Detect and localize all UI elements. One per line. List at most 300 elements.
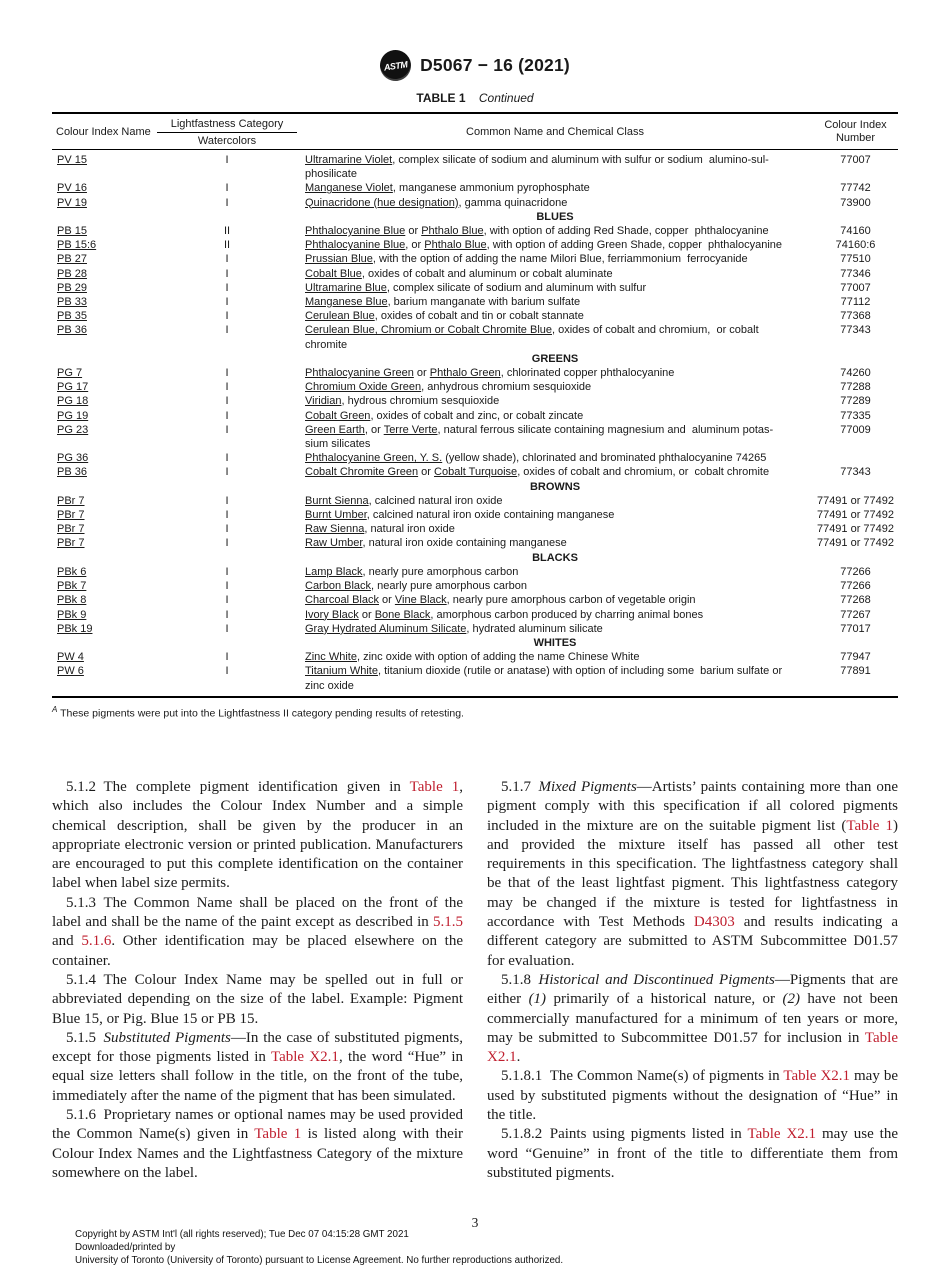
text-segment: or: [358, 608, 375, 621]
footer-line-3: University of Toronto (University of Toronto) pursuant to License Agreement. No further reproductions authorized.: [75, 1255, 564, 1266]
ci-name-cell: [52, 224, 157, 238]
common-name-cell: [297, 465, 813, 479]
lightfastness-cell: I: [225, 651, 229, 664]
text-segment: 5.1.8.1 The Common Name(s) of pigments in: [501, 1068, 784, 1085]
text-segment: , oxides of cobalt and aluminum or cobalt aluminate: [361, 267, 613, 280]
ci-name-link[interactable]: PV 19: [57, 196, 87, 209]
ci-number-cell: 77288: [840, 381, 871, 394]
lightfastness-cell: I: [225, 182, 229, 195]
reference-link[interactable]: D4303: [693, 914, 735, 931]
lightfastness-cell: I: [225, 267, 229, 280]
pigment-name-link[interactable]: Burnt Umber: [305, 509, 367, 522]
footnote-text: These pigments were put into the Lightfastness II category pending results of retesting.: [60, 707, 464, 720]
ci-number-cell: 77368: [840, 310, 871, 323]
ci-number-cell: 77289: [840, 395, 871, 408]
reference-link[interactable]: Table X2.1: [783, 1068, 851, 1085]
col-header-lightfastness: [157, 114, 297, 149]
ci-number-cell: 77947: [840, 651, 871, 664]
ci-name-cell: [52, 409, 157, 423]
ci-name-cell: [52, 423, 157, 451]
text-segment: chromite: [305, 338, 348, 351]
pigment-name-link[interactable]: Phthalocyanine Blue: [305, 239, 406, 252]
reference-link[interactable]: Table 1: [846, 817, 893, 834]
common-name-cell: [297, 536, 813, 550]
pigment-name-link[interactable]: Cerulean Blue, Chromium or Cobalt Chromite Blue: [305, 324, 552, 337]
section-row: [52, 352, 898, 366]
table-header-row: [52, 112, 898, 150]
text-segment: 5.1.2 The complete pigment identification given in: [66, 779, 410, 795]
ci-number-cell: 77491 or 77492: [816, 509, 895, 522]
ci-name-link[interactable]: PBk 8: [57, 594, 87, 607]
pigment-name-link[interactable]: Phthalo Green: [429, 367, 501, 380]
ci-name-cell: [52, 593, 157, 607]
table-row: [52, 394, 898, 408]
text-segment: 5.1.5: [66, 1029, 104, 1046]
pigment-name-link[interactable]: Phthalocyanine Green: [305, 367, 414, 380]
reference-link[interactable]: 5.1.6: [81, 933, 112, 950]
pigment-name-link[interactable]: Cobalt Chromite Green: [305, 466, 419, 479]
ci-name-cell: [52, 565, 157, 579]
table-row: [52, 565, 898, 579]
text-segment: , calcined natural iron oxide: [368, 494, 503, 507]
lightfastness-cell: I: [225, 494, 229, 507]
common-name-cell: [297, 181, 813, 195]
ci-name-link[interactable]: PG 7: [57, 367, 83, 380]
pigment-name-link[interactable]: Phthalo Blue: [421, 225, 484, 238]
italic-text: Substituted Pigments: [103, 1029, 231, 1046]
pigment-name-link[interactable]: Raw Umber: [305, 537, 363, 550]
pigment-name-link[interactable]: Ultramarine Blue: [305, 281, 387, 294]
ci-name-cell: [52, 267, 157, 281]
pigment-name-link[interactable]: Charcoal Black: [305, 594, 379, 607]
reference-link[interactable]: Table X2.1: [747, 1126, 817, 1143]
pigment-name-link[interactable]: Phthalocyanine Blue: [305, 225, 406, 238]
pigment-name-link[interactable]: Titanium White: [305, 665, 378, 678]
ci-name-cell: [52, 465, 157, 479]
lightfastness-cell: I: [225, 395, 229, 408]
ci-name-cell: [52, 536, 157, 550]
pigment-name-link[interactable]: Manganese Blue: [305, 296, 388, 309]
table-row: [52, 323, 898, 351]
table-row: [52, 224, 898, 238]
text-segment: , which also includes the Colour Index Number and a simple chemical description, shall be given by the producer in an appropriate electronic version or printed publication. Manufacturers are encouraged to put this complete identification on the container label when label size permits.: [52, 779, 463, 892]
lightfastness-cell: I: [225, 608, 229, 621]
document-code: D5067 − 16 (2021): [420, 55, 570, 75]
paragraph: [487, 1067, 898, 1125]
ci-number-cell: 77891: [840, 665, 871, 678]
ci-number-cell: 77112: [840, 296, 871, 309]
lightfastness-cell: I: [225, 281, 229, 294]
ci-name-cell: [52, 252, 157, 266]
ci-name-cell: [52, 309, 157, 323]
lightfastness-cell: I: [225, 423, 229, 436]
section-label: GREENS: [531, 352, 579, 365]
text-segment: , hydrous chromium sesquioxide: [341, 395, 500, 408]
common-name-cell: [297, 664, 813, 692]
ci-number-cell: 74260: [840, 367, 871, 380]
ci-number-cell: 77335: [840, 409, 871, 422]
section-label: BLUES: [536, 210, 574, 223]
text-segment: or: [405, 225, 422, 238]
reference-link[interactable]: Table 1: [254, 1126, 302, 1143]
text-segment: (yellow shade), chlorinated and brominated phthalocyanine 74265: [442, 452, 767, 465]
text-segment: phosilicate: [305, 168, 357, 181]
lightfastness-cell: I: [225, 154, 229, 166]
common-name-cell: [297, 579, 813, 593]
ci-name-cell: [52, 608, 157, 622]
ci-name-link[interactable]: PG 36: [57, 452, 89, 465]
paragraph: [52, 1106, 463, 1183]
ci-name-cell: [52, 622, 157, 636]
text-segment: —Artists’ paints containing more than one pigment comply with this specification if all colored pigments included in the mixture are on the suitable pigment list (: [487, 779, 898, 834]
col-header-watercolors: Watercolors: [197, 134, 257, 147]
table-row: [52, 608, 898, 622]
ci-name-link[interactable]: PBk 19: [57, 622, 93, 635]
common-name-cell: [297, 650, 813, 664]
text-segment: , the word “Hue” in equal size letters shall follow in the title, on the front of the tube, immediately after the name of the pigment that has been simulated.: [52, 1049, 463, 1104]
ci-name-link[interactable]: PB 15: [57, 225, 87, 238]
text-segment: and results indicating a different category are submitted to ASTM Subcommittee D01.57 for evaluation.: [487, 914, 898, 969]
ci-name-cell: [52, 522, 157, 536]
ci-number-cell: 77017: [840, 622, 871, 635]
pigment-name-link[interactable]: Phthalo Blue: [424, 239, 487, 252]
ci-name-link[interactable]: PBr 7: [57, 537, 85, 550]
text-segment: may use the word “Genuine” in front of the title to differentiate them from substituted pigments.: [487, 1126, 898, 1181]
table-row: [52, 153, 898, 181]
ci-name-link[interactable]: PBr 7: [57, 494, 85, 507]
ci-number-cell: 77009: [840, 423, 871, 436]
footnote-marker: A: [52, 704, 58, 714]
reference-link[interactable]: Table X2.1: [270, 1049, 339, 1066]
table-row: [52, 579, 898, 593]
text-segment: 5.1.8.2 Paints using pigments listed in: [501, 1126, 748, 1143]
table-caption: [0, 91, 950, 105]
common-name-cell: [297, 394, 813, 408]
ci-number-cell: 77491 or 77492: [816, 537, 895, 550]
pigment-name-link[interactable]: Lamp Black: [305, 565, 363, 578]
common-name-cell: [297, 295, 813, 309]
text-segment: 5.1.8: [501, 971, 539, 988]
pigment-name-link[interactable]: Gray Hydrated Aluminum Silicate: [305, 622, 467, 635]
lightfastness-cell: II: [223, 225, 231, 238]
col-header-common-name: Common Name and Chemical Class: [466, 125, 644, 138]
ci-number-cell: 77742: [840, 182, 871, 195]
table-row: [52, 650, 898, 664]
pigment-name-link[interactable]: Cobalt Green: [305, 409, 371, 422]
body-column-left: [52, 778, 463, 1183]
ci-name-cell: [52, 238, 157, 252]
text-segment: —In the case of substituted pigments, except for those pigments listed in: [52, 1029, 463, 1066]
footer-copyright: [75, 1228, 563, 1267]
ci-name-link[interactable]: PB 35: [57, 310, 87, 323]
table-row: [52, 252, 898, 266]
text-segment: , complex silicate of sodium and aluminum with sulfur or sodium alumino-sul-: [392, 154, 769, 166]
ci-name-link[interactable]: PBr 7: [57, 523, 85, 536]
text-segment: sium silicates: [305, 438, 371, 451]
common-name-cell: [297, 423, 813, 451]
common-name-cell: [297, 593, 813, 607]
text-segment: and: [52, 933, 82, 950]
table-row: [52, 536, 898, 550]
ci-name-cell: [52, 153, 157, 181]
text-segment: , oxides of cobalt and chromium, or cobalt: [552, 324, 759, 337]
table-row: [52, 181, 898, 195]
lightfastness-cell: II: [223, 239, 231, 252]
text-segment: , amorphous carbon produced by charring animal bones: [430, 608, 704, 621]
section-row: [52, 551, 898, 565]
footer-line-1: Copyright by ASTM Int'l (all rights reserved); Tue Dec 07 04:15:28 GMT 2021: [75, 1229, 409, 1240]
lightfastness-cell: I: [225, 381, 229, 394]
text-segment: or: [378, 594, 395, 607]
table-row: [52, 465, 898, 479]
paragraph: [52, 1029, 463, 1106]
table-row: [52, 593, 898, 607]
table-row: [52, 508, 898, 522]
table-row: [52, 238, 898, 252]
common-name-cell: [297, 224, 813, 238]
ci-name-link[interactable]: PB 15:6: [57, 239, 97, 252]
ci-name-link[interactable]: PV 15: [57, 154, 87, 166]
text-segment: , with the option of adding the name Milori Blue, ferriammonium ferrocyanide: [372, 253, 748, 266]
table-row: [52, 522, 898, 536]
ci-number-cell: 77266: [840, 565, 871, 578]
paragraph: [487, 971, 898, 1067]
ci-name-cell: [52, 664, 157, 692]
text-segment: , nearly pure amorphous carbon of vegetable origin: [446, 594, 696, 607]
col-header-colour-index-number: Colour Index Number: [824, 118, 887, 144]
table-row: [52, 380, 898, 394]
lightfastness-cell: I: [225, 409, 229, 422]
ci-number-cell: 77007: [840, 281, 871, 294]
ci-name-cell: [52, 494, 157, 508]
common-name-cell: [297, 153, 813, 181]
common-name-cell: [297, 196, 813, 210]
common-name-cell: [297, 323, 813, 351]
ci-number-cell: 77510: [840, 253, 871, 266]
ci-name-link[interactable]: PG 19: [57, 409, 89, 422]
lightfastness-cell: I: [225, 452, 229, 465]
italic-text: (2): [782, 991, 800, 1008]
text-segment: , gamma quinacridone: [458, 196, 568, 209]
table-row: [52, 366, 898, 380]
table-row: [52, 196, 898, 210]
italic-text: (1): [528, 991, 547, 1008]
pigment-name-link[interactable]: Carbon Black: [305, 580, 372, 593]
pigment-name-link[interactable]: Zinc White: [305, 651, 357, 664]
text-segment: , nearly pure amorphous carbon: [362, 565, 519, 578]
ci-number-cell: 77346: [840, 267, 871, 280]
lightfastness-cell: I: [225, 594, 229, 607]
common-name-cell: [297, 309, 813, 323]
text-segment: , calcined natural iron oxide containing manganese: [366, 509, 615, 522]
col-header-colour-index-name: Colour Index Name: [56, 125, 151, 138]
ci-name-link[interactable]: PB 36: [57, 324, 87, 337]
ci-name-link[interactable]: PBk 9: [57, 608, 87, 621]
text-segment: , natural iron oxide: [364, 523, 455, 536]
text-segment: , with option of adding Red Shade, copper phthalocyanine: [483, 225, 769, 238]
pigment-name-link[interactable]: Cerulean Blue: [305, 310, 375, 323]
col-header-lightfastness-category: Lightfastness Category: [157, 117, 297, 133]
pigment-name-link[interactable]: Bone Black: [374, 608, 431, 621]
text-segment: , chlorinated copper phthalocyanine: [500, 367, 675, 380]
pigment-name-link[interactable]: Cobalt Turquoise: [434, 466, 518, 479]
paragraph: [52, 778, 463, 894]
text-segment: zinc oxide: [305, 679, 354, 692]
pigment-name-link[interactable]: Manganese Violet: [305, 182, 393, 195]
text-segment: , oxides of cobalt and tin or cobalt stannate: [374, 310, 584, 323]
section-label: WHITES: [533, 636, 577, 649]
pigment-name-link[interactable]: Chromium Oxide Green: [305, 381, 422, 394]
text-segment: , nearly pure amorphous carbon: [371, 580, 527, 593]
pigment-name-link[interactable]: Raw Sienna: [305, 523, 365, 536]
common-name-cell: [297, 451, 813, 465]
text-segment: primarily of a historical nature, or: [546, 991, 783, 1008]
ci-number-cell: 77343: [840, 324, 871, 337]
text-segment: 5.1.3 The Common Name shall be placed on the front of the label and shall be the name of the paint except as described in: [52, 894, 463, 931]
text-segment: , barium manganate with barium sulfate: [387, 296, 581, 309]
text-segment: , oxides of cobalt and zinc, or cobalt zincate: [370, 409, 584, 422]
ci-name-cell: [52, 196, 157, 210]
common-name-cell: [297, 281, 813, 295]
ci-name-link[interactable]: PV 16: [57, 182, 87, 195]
lightfastness-cell: I: [225, 665, 229, 678]
footer-line-2: Downloaded/printed by: [75, 1242, 176, 1253]
ci-name-cell: [52, 181, 157, 195]
ci-name-link[interactable]: PG 17: [57, 381, 89, 394]
table-footnote: [52, 705, 898, 720]
ci-name-cell: [52, 295, 157, 309]
ci-name-link[interactable]: PB 29: [57, 281, 87, 294]
lightfastness-cell: I: [225, 196, 229, 209]
table-label: TABLE 1: [416, 91, 466, 105]
text-segment: 5.1.6 Proprietary names or optional names may be used provided the Common Name(s) given in: [52, 1107, 463, 1143]
common-name-cell: [297, 409, 813, 423]
astm-logo-icon: ASTM: [378, 48, 413, 83]
pigment-name-link[interactable]: Cobalt Blue: [305, 267, 362, 280]
ci-number-cell: 77267: [840, 608, 871, 621]
reference-link[interactable]: 5.1.5: [433, 914, 463, 931]
ci-number-cell: 77007: [840, 154, 871, 166]
ci-name-cell: [52, 508, 157, 522]
body-column-right: [487, 778, 898, 1183]
ci-name-cell: [52, 650, 157, 664]
pigment-name-link[interactable]: Burnt Sienna: [305, 494, 369, 507]
document-header: [0, 50, 950, 81]
pigment-name-link[interactable]: Terre Verte: [383, 423, 438, 436]
common-name-cell: [297, 508, 813, 522]
pigment-name-link[interactable]: Prussian Blue: [305, 253, 373, 266]
pigment-name-link[interactable]: Green Earth: [305, 423, 365, 436]
text-segment: or: [413, 367, 430, 380]
ci-name-link[interactable]: PG 18: [57, 395, 89, 408]
pigment-name-link[interactable]: Ultramarine Violet: [305, 154, 393, 166]
ci-name-link[interactable]: PB 28: [57, 267, 87, 280]
table-row: [52, 409, 898, 423]
ci-number-cell: 74160: [840, 225, 871, 238]
ci-name-cell: [52, 579, 157, 593]
table-row: [52, 423, 898, 451]
text-segment: , natural iron oxide containing manganese: [362, 537, 567, 550]
reference-link[interactable]: Table X2.1: [487, 1029, 898, 1066]
ci-name-link[interactable]: PB 33: [57, 296, 87, 309]
lightfastness-cell: I: [225, 324, 229, 337]
ci-name-link[interactable]: PW 6: [57, 665, 84, 678]
text-segment: 5.1.7: [501, 779, 539, 795]
ci-number-cell: 77491 or 77492: [816, 523, 895, 536]
text-segment: or: [418, 466, 435, 479]
pigment-name-link[interactable]: Ivory Black: [305, 608, 359, 621]
common-name-cell: [297, 252, 813, 266]
lightfastness-cell: I: [225, 296, 229, 309]
text-segment: .: [516, 1049, 521, 1066]
ci-name-cell: [52, 380, 157, 394]
ci-number-cell: 77268: [840, 594, 871, 607]
page-number: 3: [471, 1215, 479, 1230]
ci-number-cell: 77343: [840, 466, 871, 479]
pigment-name-link[interactable]: Vine Black: [394, 594, 447, 607]
lightfastness-cell: I: [225, 565, 229, 578]
text-segment: is listed along with their Colour Index Names and the Lightfastness Category of the mixture somewhere on the label.: [52, 1126, 463, 1181]
text-segment: , or: [405, 239, 425, 252]
ci-name-link[interactable]: PB 36: [57, 466, 87, 479]
table-row: [52, 267, 898, 281]
common-name-cell: [297, 608, 813, 622]
ci-name-link[interactable]: PG 23: [57, 423, 89, 436]
text-segment: , zinc oxide with option of adding the name Chinese White: [356, 651, 640, 664]
ci-name-cell: [52, 281, 157, 295]
text-segment: —Pigments that are either: [487, 971, 898, 1008]
lightfastness-cell: I: [225, 580, 229, 593]
pigment-name-link[interactable]: Quinacridone (hue designation): [305, 196, 459, 209]
common-name-cell: [297, 565, 813, 579]
ci-name-cell: [52, 451, 157, 465]
pigment-name-link[interactable]: Phthalocyanine Green, Y. S.: [305, 452, 443, 465]
lightfastness-cell: I: [225, 622, 229, 635]
common-name-cell: [297, 238, 813, 252]
text-segment: 5.1.4 The Colour Index Name may be spelled out in full or abbreviated depending on the size of the label. Example: Pigment Blue 15, or Pig. Blue 15 or PB 15.: [52, 971, 463, 1027]
lightfastness-cell: I: [225, 466, 229, 479]
lightfastness-cell: I: [225, 310, 229, 323]
section-row: [52, 480, 898, 494]
text-segment: , with option of adding Green Shade, copper phthalocyanine: [486, 239, 783, 252]
lightfastness-cell: I: [225, 523, 229, 536]
lightfastness-cell: I: [225, 537, 229, 550]
ci-name-link[interactable]: PBk 7: [57, 580, 87, 593]
pigment-name-link[interactable]: Viridian: [305, 395, 342, 408]
ci-name-cell: [52, 323, 157, 351]
table-body: [52, 150, 898, 698]
ci-number-cell: 77491 or 77492: [816, 494, 895, 507]
ci-name-link[interactable]: PB 27: [57, 253, 87, 266]
table-continued-label: Continued: [478, 91, 534, 105]
ci-name-link[interactable]: PBr 7: [57, 509, 85, 522]
paragraph: [52, 971, 463, 1029]
common-name-cell: [297, 366, 813, 380]
common-name-cell: [297, 267, 813, 281]
ci-name-link[interactable]: PBk 6: [57, 565, 87, 578]
paragraph: [487, 778, 898, 971]
table-row: [52, 281, 898, 295]
reference-link[interactable]: Table 1: [409, 779, 460, 795]
ci-name-cell: [52, 366, 157, 380]
section-row: [52, 636, 898, 650]
ci-number-cell: 77266: [840, 580, 871, 593]
paragraph: [52, 894, 463, 971]
ci-name-link[interactable]: PW 4: [57, 651, 84, 664]
table-row: [52, 295, 898, 309]
lightfastness-cell: I: [225, 253, 229, 266]
table-row: [52, 451, 898, 465]
